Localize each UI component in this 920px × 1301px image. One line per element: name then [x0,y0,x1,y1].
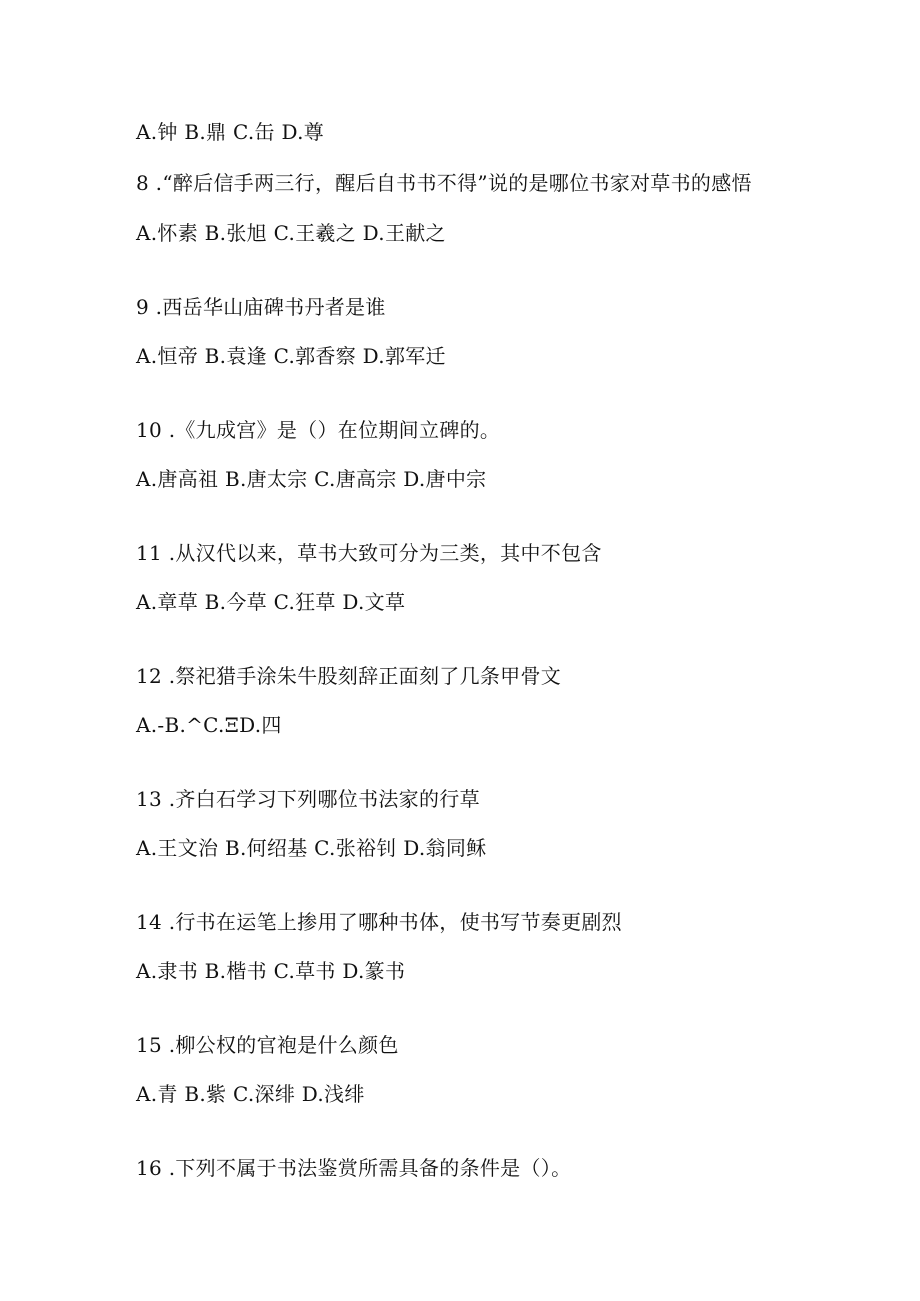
q9-options: A.恒帝 B.袁逢 C.郭香察 D.郭军迁 [136,344,446,368]
q12-question: 12 .祭祀猎手涂朱牛股刻辞正面刻了几条甲骨文 [136,664,562,688]
q14-question: 14 .行书在运笔上掺用了哪种书体，使书写节奏更剧烈 [136,910,622,934]
q10-question: 10 .《九成宫》是（）在位期间立碑的。 [136,418,501,442]
q13-options: A.王文治 B.何绍基 C.张裕钊 D.翁同稣 [136,836,487,860]
q16-question: 16 .下列不属于书法鉴赏所需具备的条件是（）。 [136,1156,572,1180]
q12-options: A.-B.^C.ΞD.四 [136,713,282,737]
q8-question: 8 .“醉后信手两三行，醒后自书书不得”说的是哪位书家对草书的感悟 [136,171,752,195]
q7-options: A.钟 B.鼎 C.缶 D.尊 [136,120,325,144]
q11-question: 11 .从汉代以来，草书大致可分为三类，其中不包含 [136,541,602,565]
q13-question: 13 .齐白石学习下列哪位书法家的行草 [136,787,480,811]
q14-options: A.隶书 B.楷书 C.草书 D.篆书 [136,959,406,983]
q15-options: A.青 B.紫 C.深绯 D.浅绯 [136,1082,365,1106]
q9-question: 9 .西岳华山庙碑书丹者是谁 [136,295,386,319]
q11-options: A.章草 B.今草 C.狂草 D.文草 [136,590,406,614]
q15-question: 15 .柳公权的官袍是什么颜色 [136,1033,399,1057]
q10-options: A.唐高祖 B.唐太宗 C.唐高宗 D.唐中宗 [136,467,487,491]
q8-options: A.怀素 B.张旭 C.王羲之 D.王献之 [136,221,446,245]
